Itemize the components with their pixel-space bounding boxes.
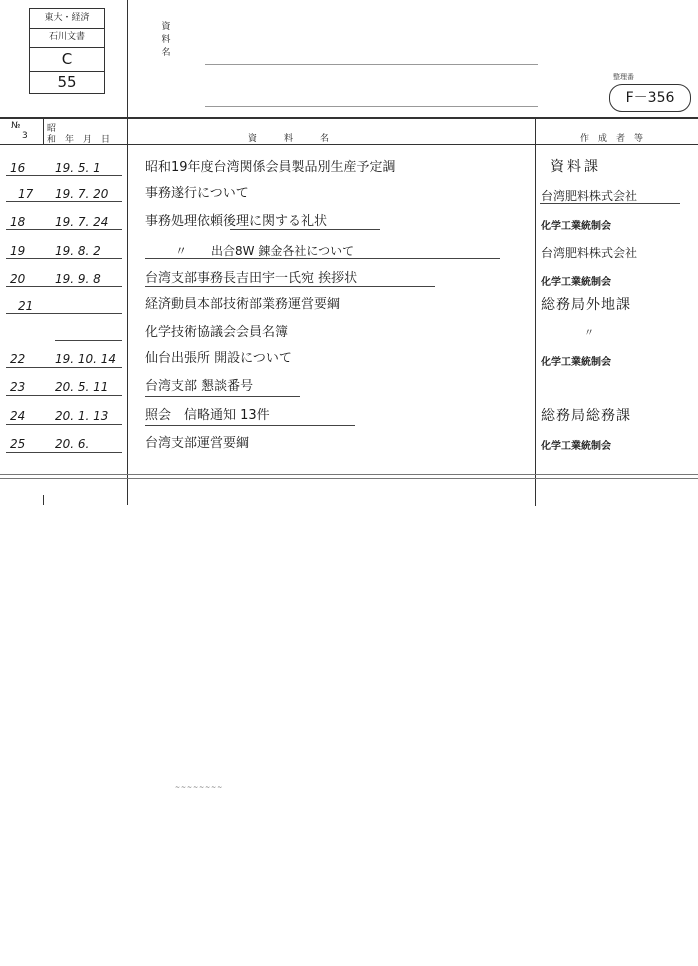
row-underline [6, 424, 122, 425]
title-underline [230, 229, 380, 230]
blank-line-2 [205, 106, 538, 107]
row-author: 化学工業統制会 [541, 221, 611, 232]
stamp-series: C [30, 47, 104, 72]
row-date: 19. 8. 2 [55, 244, 101, 258]
catalog-label: 整理番 [613, 73, 634, 81]
row-title: 事務遂行について [145, 186, 249, 201]
row-underline [6, 201, 122, 202]
no-column-tick [43, 495, 44, 505]
row-no: 25 [10, 437, 26, 451]
author-column-rule [535, 118, 536, 506]
scan-mark: ~~~~~~~~ [175, 784, 224, 791]
blank-line-1 [205, 64, 538, 65]
table-bottom-rule-2 [0, 478, 698, 479]
row-no: 24 [10, 409, 26, 423]
header-era: 昭 [47, 124, 57, 134]
row-underline [6, 395, 122, 396]
stamp-collection: 石川文書 [30, 28, 104, 48]
row-underline [6, 286, 122, 287]
row-date: 19. 7. 20 [55, 187, 109, 201]
row-date: 20. 6. [55, 437, 90, 451]
row-no: 16 [10, 161, 26, 175]
no-column-rule [43, 118, 44, 144]
header-no-bottom: 3 [22, 131, 28, 141]
row-title: 照会 信略通知 13件 [145, 408, 270, 423]
row-author: 資料課 [550, 159, 601, 175]
table-bottom-rule-1 [0, 474, 698, 475]
author-underline [540, 203, 680, 204]
row-no: 21 [18, 299, 34, 313]
row-underline [6, 175, 122, 176]
title-underline [145, 425, 355, 426]
doc-label-2: 料 [161, 35, 171, 45]
row-no: 22 [10, 352, 26, 366]
row-date: 19. 9. 8 [55, 272, 101, 286]
header-author: 作 成 者 等 [580, 134, 644, 144]
row-author: 総務局総務課 [541, 408, 631, 424]
header-date: 和 年 月 日 [47, 135, 111, 145]
row-author: 化学工業統制会 [541, 357, 611, 368]
row-title: 〃 出合8W 錬金各社について [175, 244, 355, 258]
row-author: 台湾肥料株式会社 [541, 246, 638, 260]
row-no: 18 [10, 215, 26, 229]
left-column-rule [127, 0, 128, 505]
row-author: 総務局外地課 [541, 297, 631, 313]
title-underline [145, 258, 500, 259]
row-author: 化学工業統制会 [541, 441, 611, 452]
row-title: 台湾支部 懇談番号 [145, 379, 254, 394]
archive-stamp [29, 8, 105, 94]
row-author: 台湾肥料株式会社 [541, 189, 638, 203]
row-title: 台湾支部事務長吉田宇一氏宛 挨拶状 [145, 271, 358, 286]
doc-label-3: 名 [161, 48, 171, 58]
row-title: 化学技術協議会会員名簿 [145, 325, 289, 340]
catalog-number: F－356 [609, 84, 691, 112]
row-author: 化学工業統制会 [541, 277, 611, 288]
row-underline [6, 313, 122, 314]
row-no: 19 [10, 244, 26, 258]
row-title: 台湾支部運営要綱 [145, 436, 250, 451]
stamp-number: 55 [57, 73, 77, 91]
row-date: 19. 7. 24 [55, 215, 109, 229]
row-underline [6, 258, 122, 259]
row-no: 23 [10, 380, 26, 394]
doc-label-1: 資 [161, 22, 171, 32]
row-date: 19. 10. 14 [55, 352, 117, 366]
row-title: 昭和19年度台湾関係会員製品別生産予定調 [145, 160, 396, 175]
row-underline [6, 229, 122, 230]
row-title: 事務処理依頼後理に関する礼状 [145, 214, 328, 229]
title-underline [145, 396, 300, 397]
table-top-rule [0, 117, 698, 119]
row-underline [55, 340, 122, 341]
row-title: 仙台出張所 開設について [145, 351, 292, 366]
stamp-institution: 東大・経済 [30, 9, 104, 29]
row-author: 〃 [584, 328, 594, 339]
title-underline [145, 286, 435, 287]
row-date: 20. 1. 13 [55, 409, 109, 423]
row-title: 経済動員本部技術部業務運営要綱 [145, 297, 341, 312]
row-underline [6, 452, 122, 453]
row-no: 20 [10, 272, 26, 286]
row-no: 17 [18, 187, 34, 201]
row-underline [6, 367, 122, 368]
row-date: 19. 5. 1 [55, 161, 101, 175]
header-title: 資 料 名 [248, 134, 330, 144]
header-no-top: № [11, 121, 21, 131]
row-date: 20. 5. 11 [55, 380, 109, 394]
